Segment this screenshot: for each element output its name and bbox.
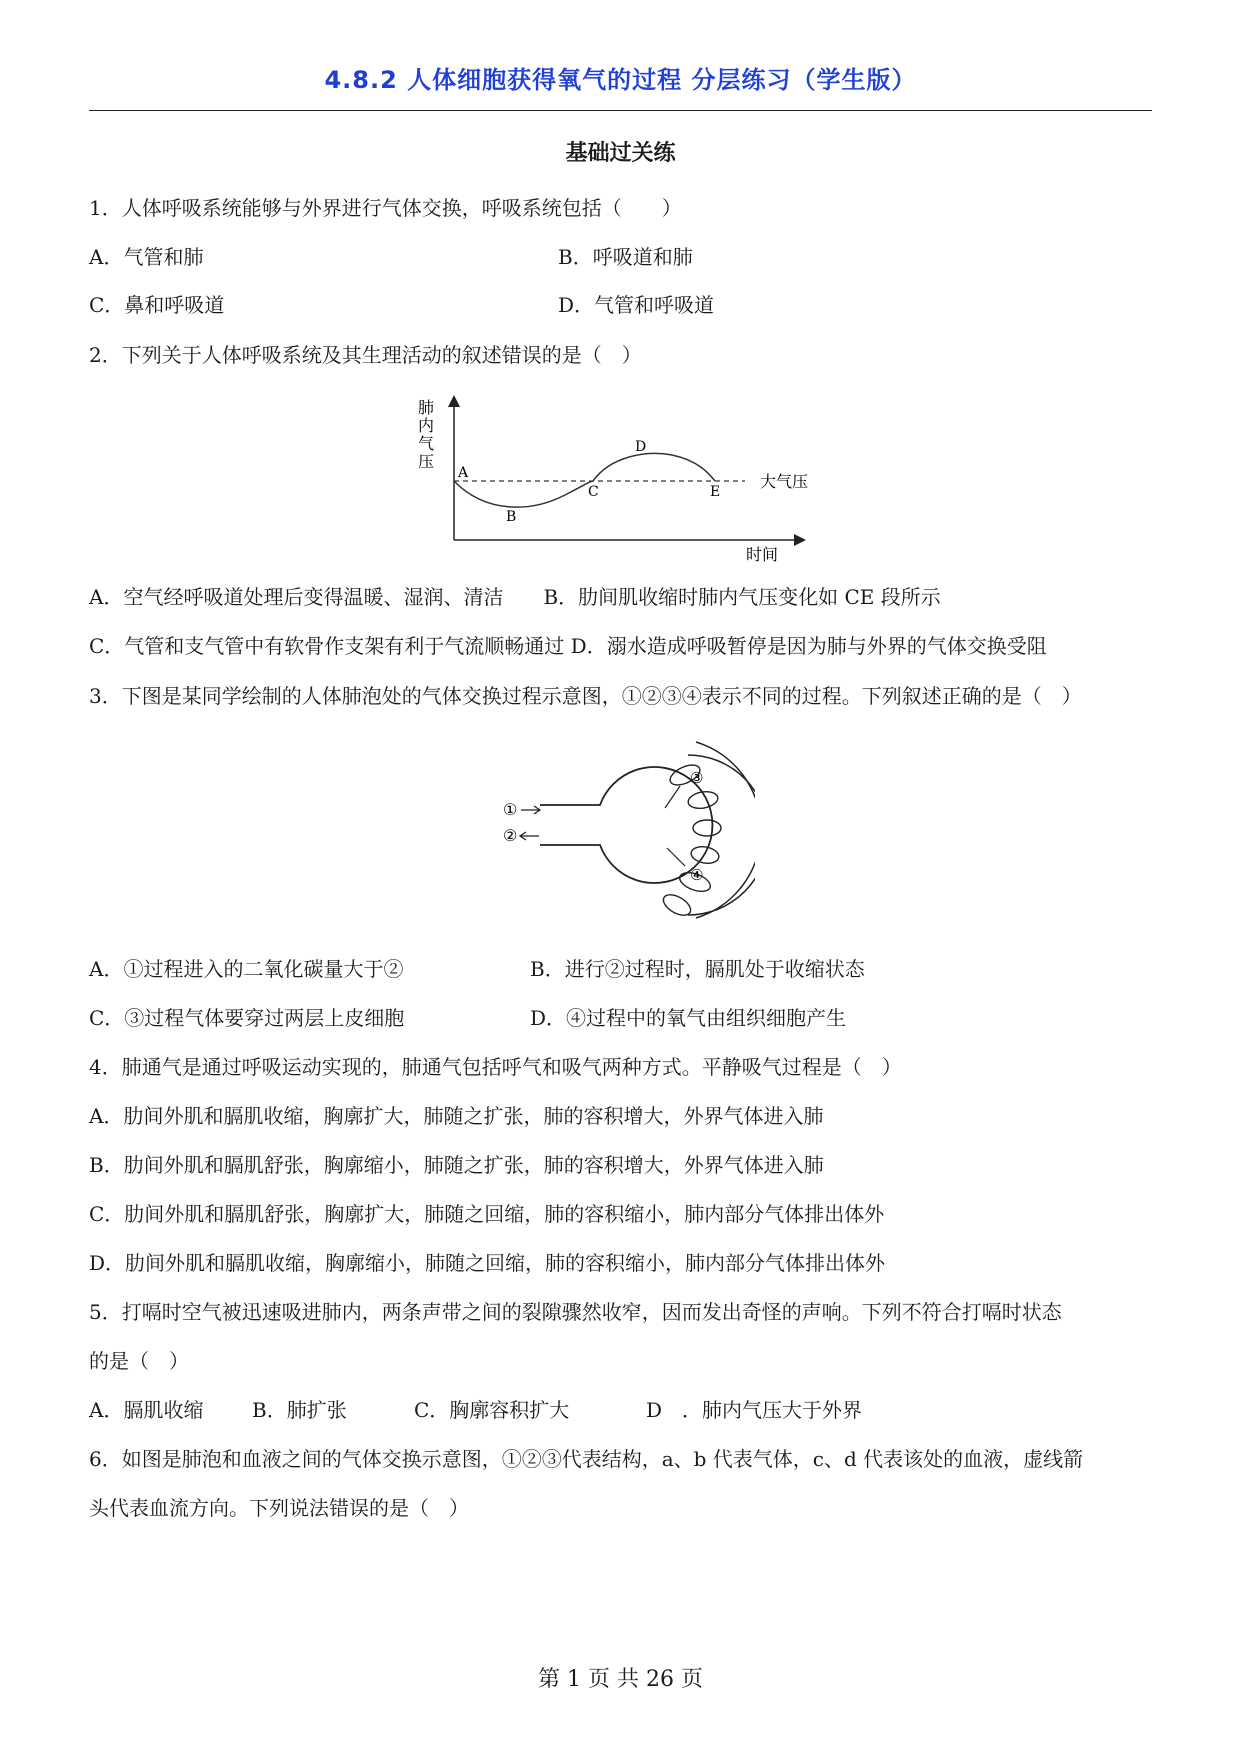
y-label-char-4: 压 (418, 452, 435, 471)
q6-stem-line2: 头代表血流方向。下列说法错误的是（ ） (89, 1496, 469, 1520)
document-title: 4.8.2 人体细胞获得氧气的过程 分层练习（学生版） (324, 66, 917, 94)
q4-option-b: B．肋间外肌和膈肌舒张，胸廓缩小，肺随之扩张，肺的容积增大，外界气体进入肺 (89, 1153, 824, 1177)
q1-option-a: A．气管和肺 (89, 245, 204, 269)
q5-option-c: C．胸廓容积扩大 (414, 1398, 570, 1422)
label-4: ④ (690, 866, 704, 884)
q3-option-d: D．④过程中的氧气由组织细胞产生 (530, 1006, 847, 1030)
q5-option-a: A．膈肌收缩 (89, 1398, 204, 1422)
y-label-char-3: 气 (418, 434, 435, 453)
header-divider (89, 110, 1152, 111)
y-label-char-1: 肺 (418, 398, 435, 417)
page-number-footer: 第 1 页 共 26 页 (538, 1667, 703, 1692)
atmospheric-pressure-label: 大气压 (760, 472, 809, 491)
point-b-label: B (506, 509, 517, 525)
q2-stem: 2．下列关于人体呼吸系统及其生理活动的叙述错误的是（ ） (89, 343, 642, 367)
q3-option-a: A．①过程进入的二氧化碳量大于② (89, 957, 404, 981)
label-3: ③ (690, 769, 704, 787)
q5-stem-line2: 的是（ ） (89, 1349, 189, 1373)
arrow-3 (665, 786, 680, 808)
point-c-label: C (588, 484, 599, 500)
point-a-label: A (458, 465, 469, 481)
arrow-4 (667, 848, 685, 866)
q2-options-cd: C．气管和支气管中有软骨作支架有利于气流顺畅通过 D．溺水造成呼吸暂停是因为肺与外界的气体交换受阻 (89, 634, 1047, 658)
q6-stem-line1: 6．如图是肺泡和血液之间的气体交换示意图，①②③代表结构，a、b 代表气体，c、d 代表该处的血液，虚线箭 (89, 1447, 1084, 1471)
q3-option-c: C．③过程气体要穿过两层上皮细胞 (89, 1006, 405, 1030)
q5-option-b: B．肺扩张 (252, 1398, 347, 1422)
q1-option-d: D．气管和呼吸道 (558, 293, 715, 317)
q3-stem: 3．下图是某同学绘制的人体肺泡处的气体交换过程示意图，①②③④表示不同的过程。下列叙述正确的是（ ） (89, 684, 1082, 708)
alveolus-outline (540, 767, 712, 883)
q4-option-c: C．肋间外肌和膈肌舒张，胸廓扩大，肺随之回缩，肺的容积缩小，肺内部分气体排出体外 (89, 1202, 885, 1226)
q5-stem-line1: 5．打嗝时空气被迅速吸进肺内，两条声带之间的裂隙骤然收窄，因而发出奇怪的声响。下列不符合打嗝时状态 (89, 1300, 1062, 1324)
label-2: ② (503, 826, 518, 845)
q1-option-c: C．鼻和呼吸道 (89, 293, 225, 317)
lung-pressure-graph (410, 395, 830, 565)
q2-options-ab: A．空气经呼吸道处理后变得温暖、湿润、清洁 B．肋间肌收缩时肺内气压变化如 CE 段所示 (89, 585, 941, 609)
x-axis-label: 时间 (746, 545, 779, 564)
section-title: 基础过关练 (565, 140, 676, 166)
red-blood-cell (693, 820, 721, 836)
q4-stem: 4．肺通气是通过呼吸运动实现的，肺通气包括呼气和吸气两种方式。平静吸气过程是（ ） (89, 1055, 902, 1079)
point-d-label: D (635, 439, 647, 455)
q3-option-b: B．进行②过程时，膈肌处于收缩状态 (530, 957, 865, 981)
label-1: ① (503, 800, 518, 819)
y-label-char-2: 内 (418, 416, 435, 435)
alveolus-gas-exchange-diagram (495, 740, 755, 920)
q5-option-d: D ．肺内气压大于外界 (646, 1398, 863, 1422)
q1-option-b: B．呼吸道和肺 (558, 245, 693, 269)
q1-stem: 1．人体呼吸系统能够与外界进行气体交换，呼吸系统包括（ ） (89, 196, 682, 220)
q4-option-d: D．肋间外肌和膈肌收缩，胸廓缩小，肺随之回缩，肺的容积缩小，肺内部分气体排出体外 (89, 1251, 886, 1275)
point-e-label: E (710, 484, 721, 500)
q4-option-a: A．肋间外肌和膈肌收缩，胸廓扩大，肺随之扩张，肺的容积增大，外界气体进入肺 (89, 1104, 824, 1128)
pressure-curve (454, 453, 715, 507)
